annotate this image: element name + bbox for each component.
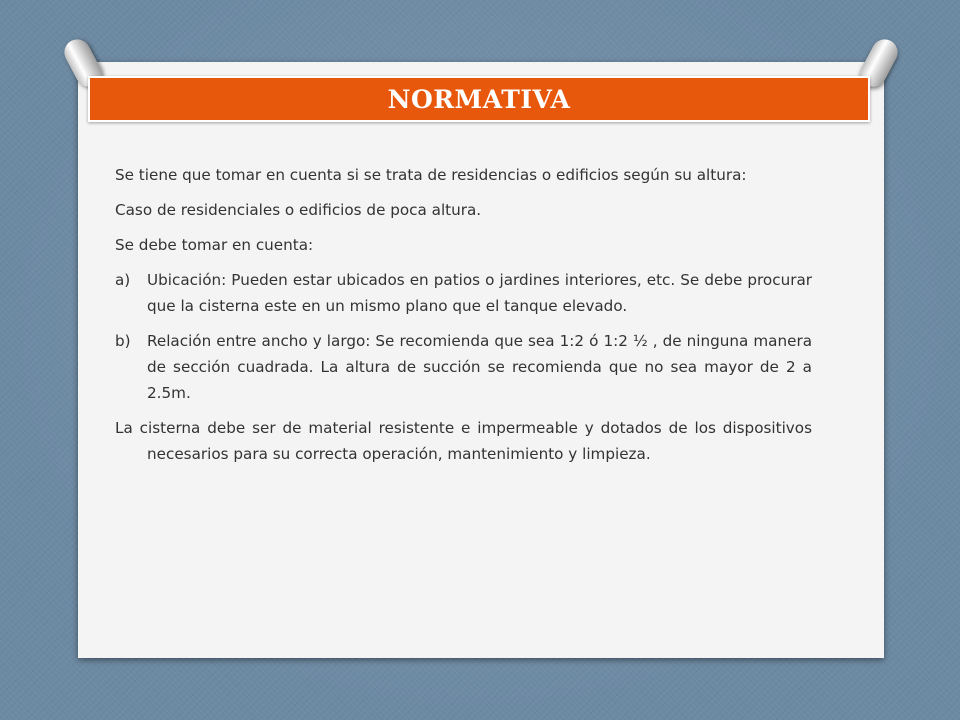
body-paragraph-2: Caso de residenciales o edificios de poca altura. xyxy=(115,201,482,219)
list-item-a xyxy=(115,267,812,319)
list-marker: a) xyxy=(115,271,131,289)
body-paragraph-3: Se debe tomar en cuenta: xyxy=(115,236,314,254)
list-item-text: Relación entre ancho y largo: Se recomienda que sea 1:2 ó 1:2 ½ , de ninguna manera de sección cuadrada. La altura de succión se recomienda que no sea mayor de 2 a 2.5m. xyxy=(147,332,812,402)
list-item-text: Ubicación: Pueden estar ubicados en patios o jardines interiores, etc. Se debe procurar que la cisterna este en un mismo plano que el tanque elevado. xyxy=(147,271,812,315)
list-item-b xyxy=(115,328,812,406)
title-banner xyxy=(88,76,870,122)
body-paragraph-1: Se tiene que tomar en cuenta si se trata de residencias o edificios según su altura: xyxy=(115,166,747,184)
slide-title: NORMATIVA xyxy=(387,84,571,114)
closing-paragraph: La cisterna debe ser de material resistente e impermeable y dotados de los dispositivos necesarios para su correcta operación, mantenimiento y limpieza. xyxy=(115,419,812,463)
slide-body xyxy=(115,162,812,476)
list-marker: b) xyxy=(115,332,131,350)
